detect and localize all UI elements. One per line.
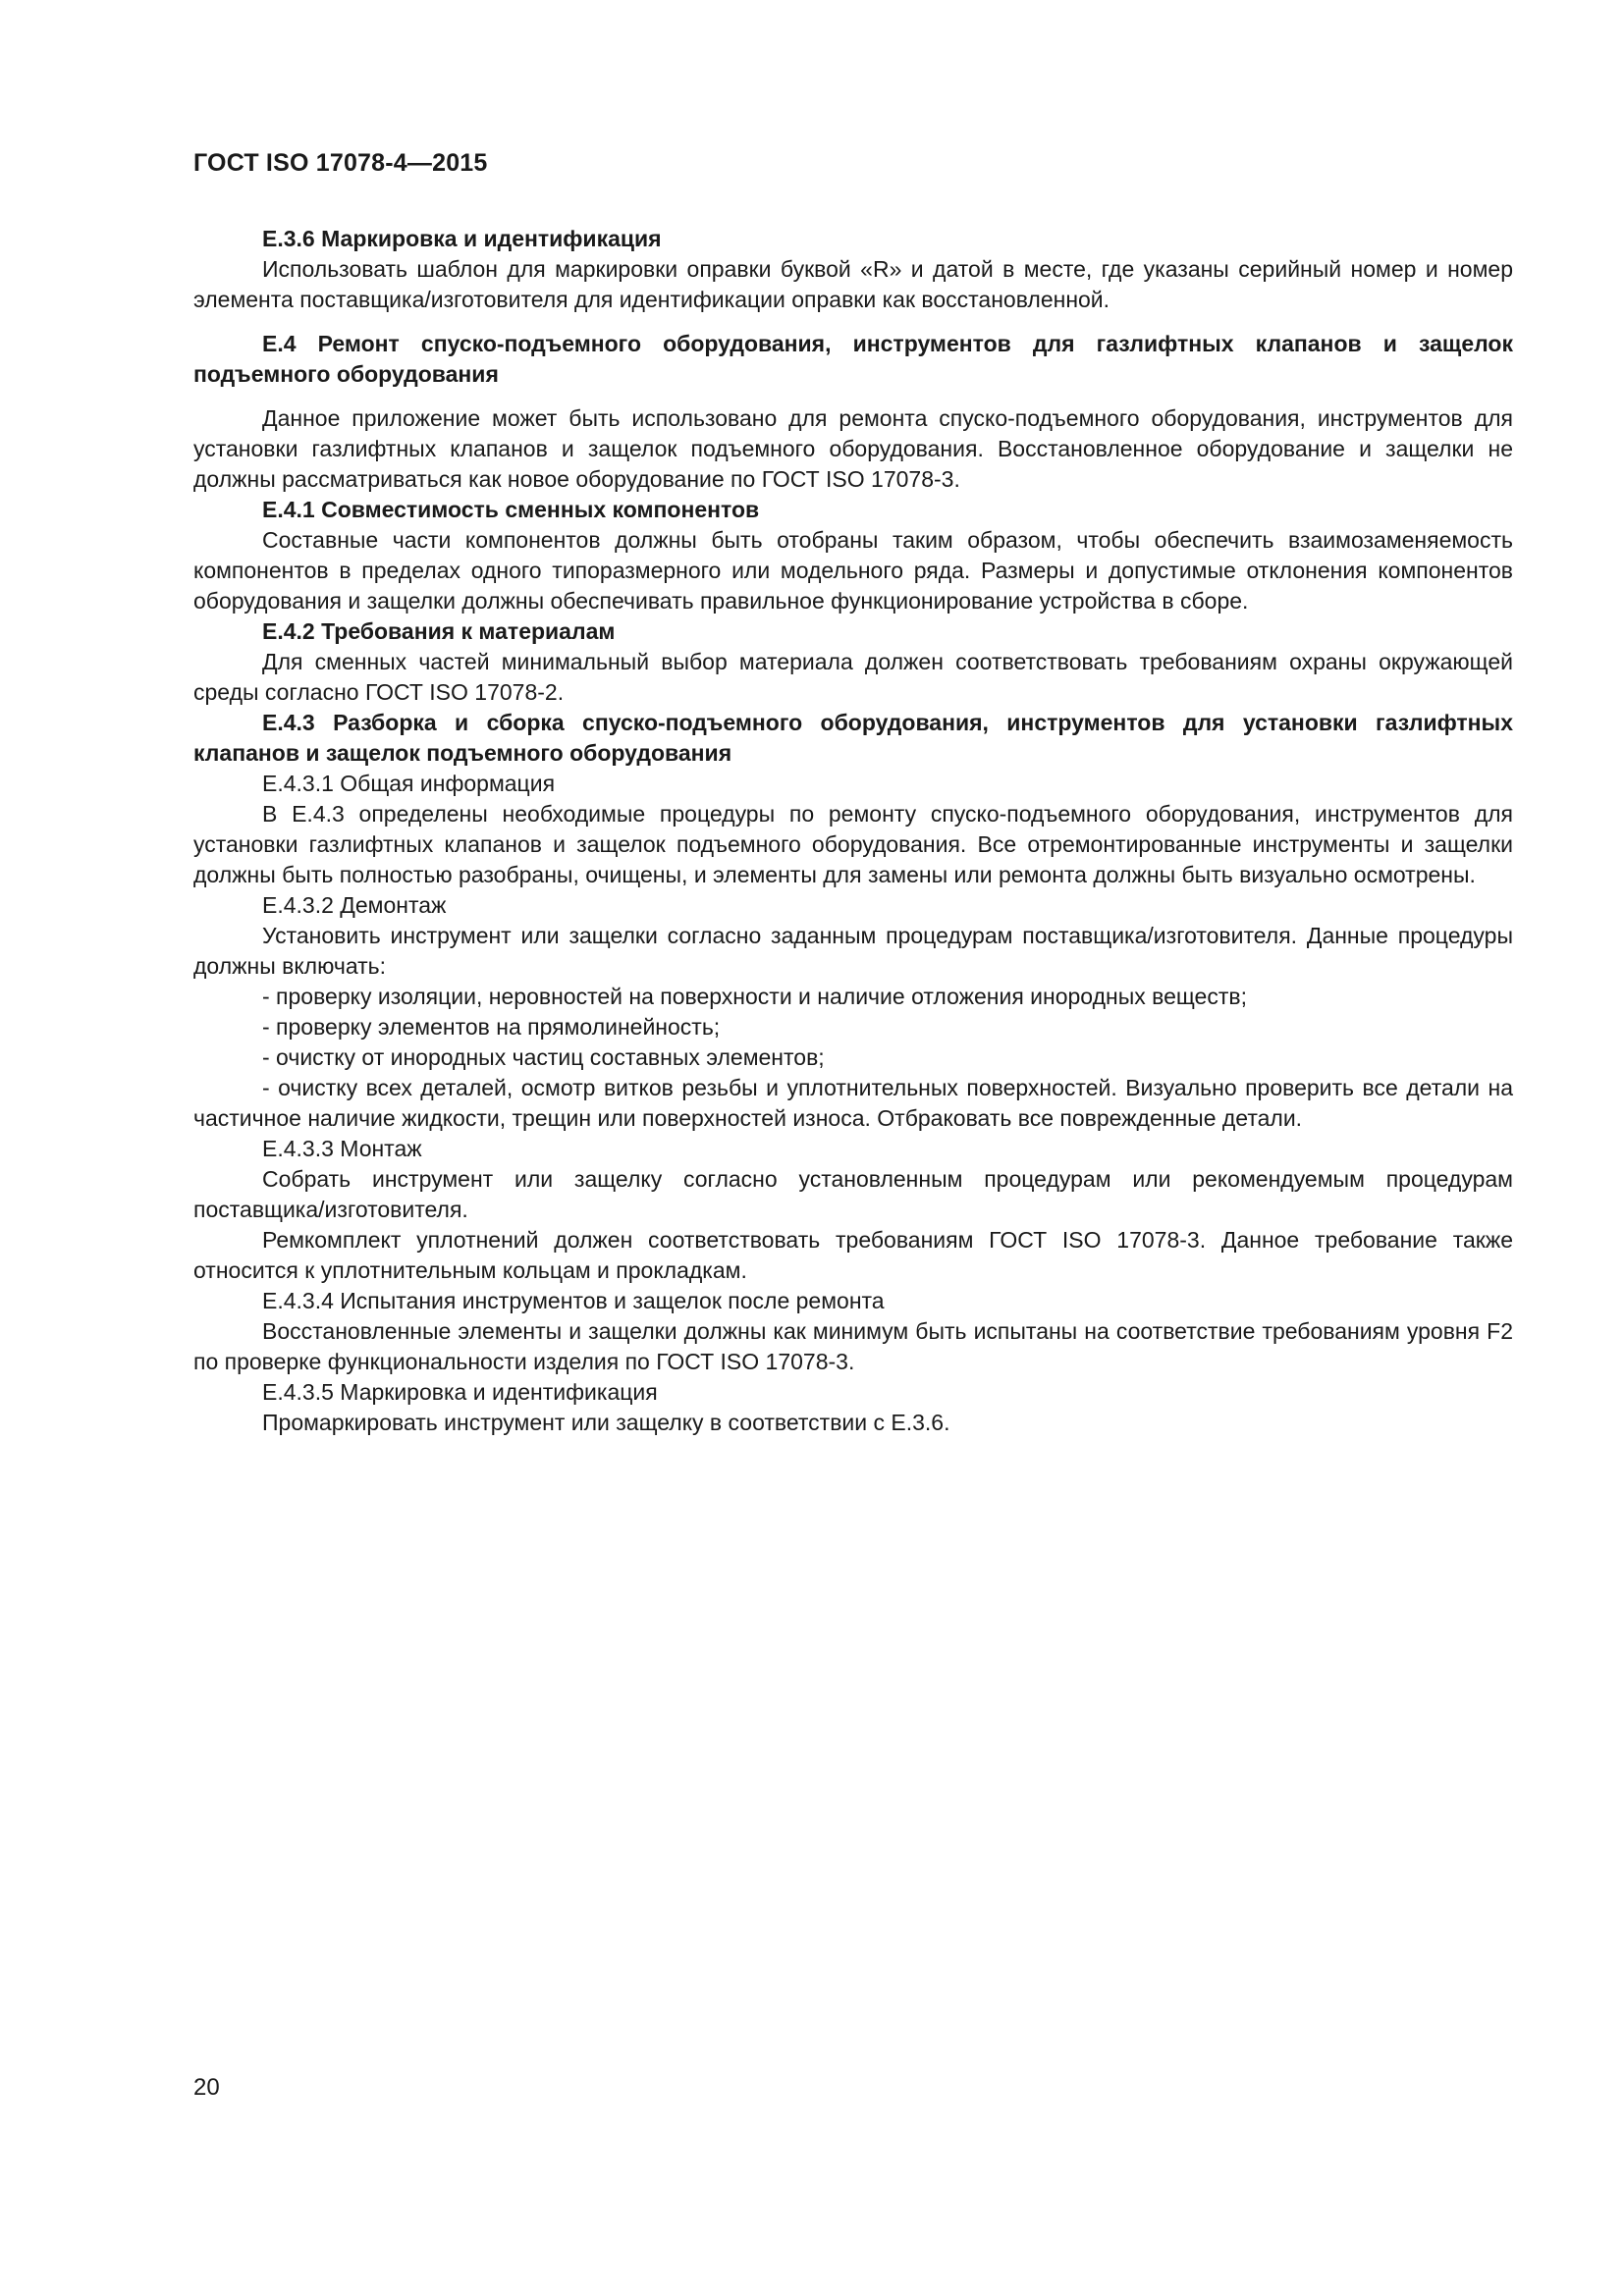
section-heading: E.4.1 Совместимость сменных компонентов <box>262 497 760 522</box>
subsection-heading: E.4.3.3 Монтаж <box>262 1136 422 1161</box>
paragraph: Промаркировать инструмент или защелку в соответствии с E.3.6. <box>262 1410 950 1435</box>
subsection-heading: E.4.3.4 Испытания инструментов и защелок после ремонта <box>262 1288 885 1313</box>
subsection-heading: E.4.3.5 Маркировка и идентификация <box>262 1379 658 1405</box>
page-header: ГОСТ ISO 17078-4—2015 <box>193 149 488 177</box>
list-item: - очистку от инородных частиц составных элементов; <box>262 1044 825 1070</box>
subsection-heading: E.4.3.1 Общая информация <box>262 771 556 796</box>
paragraph: Установить инструмент или защелки согласно заданным процедурам поставщика/изготовителя. Данные процедуры должны включать: <box>193 923 1513 979</box>
paragraph: Данное приложение может быть использовано для ремонта спуско-подъемного оборудования, инструментов для установки газлифтных клапанов и защелок подъемного оборудования. Восстановленное оборудование и защелки не должны рассматриваться как новое оборудование по ГОСТ ISO 17078-3. <box>193 405 1513 492</box>
paragraph: Восстановленные элементы и защелки должны как минимум быть испытаны на соответствие требованиям уровня F2 по проверке функциональности изделия по ГОСТ ISO 17078-3. <box>193 1318 1513 1374</box>
list-item: - проверку изоляции, неровностей на поверхности и наличие отложения инородных веществ; <box>262 984 1247 1009</box>
subsection-heading: E.4.3.2 Демонтаж <box>262 892 447 918</box>
document-body <box>193 224 1513 1438</box>
paragraph: Использовать шаблон для маркировки оправки буквой «R» и датой в месте, где указаны серийный номер и номер элемента поставщика/изготовителя для идентификации оправки как восстановленной. <box>193 256 1513 312</box>
section-heading: E.4.3 Разборка и сборка спуско-подъемного оборудования, инструментов для установки газлифтных клапанов и защелок подъемного оборудования <box>193 710 1513 766</box>
paragraph: Собрать инструмент или защелку согласно установленным процедурам или рекомендуемым процедурам поставщика/изготовителя. <box>193 1166 1513 1222</box>
list-item: - очистку всех деталей, осмотр витков резьбы и уплотнительных поверхностей. Визуально проверить все детали на частичное наличие жидкости, трещин или поверхностей износа. Отбраковать все поврежденные детали. <box>193 1075 1513 1131</box>
paragraph: Для сменных частей минимальный выбор материала должен соответствовать требованиям охраны окружающей среды согласно ГОСТ ISO 17078-2. <box>193 649 1513 705</box>
section-heading: E.4 Ремонт спуско-подъемного оборудования, инструментов для газлифтных клапанов и защелок подъемного оборудования <box>193 331 1513 387</box>
section-heading: E.4.2 Требования к материалам <box>262 618 616 644</box>
paragraph: Ремкомплект уплотнений должен соответствовать требованиям ГОСТ ISO 17078-3. Данное требование также относится к уплотнительным кольцам и прокладкам. <box>193 1227 1513 1283</box>
paragraph: Составные части компонентов должны быть отобраны таким образом, чтобы обеспечить взаимозаменяемость компонентов в пределах одного типоразмерного или модельного ряда. Размеры и допустимые отклонения компонентов оборудования и защелки должны обеспечивать правильное функционирование устройства в сборе. <box>193 527 1513 614</box>
paragraph: В E.4.3 определены необходимые процедуры по ремонту спуско-подъемного оборудования, инструментов для установки газлифтных клапанов и защелок подъемного оборудования. Все отремонтированные инструменты и защелки должны быть полностью разобраны, очищены, и элементы для замены или ремонта должны быть визуально осмотрены. <box>193 801 1513 887</box>
page-number: 20 <box>193 2074 220 2101</box>
list-item: - проверку элементов на прямолинейность; <box>262 1014 721 1040</box>
section-heading: E.3.6 Маркировка и идентификация <box>262 226 662 251</box>
